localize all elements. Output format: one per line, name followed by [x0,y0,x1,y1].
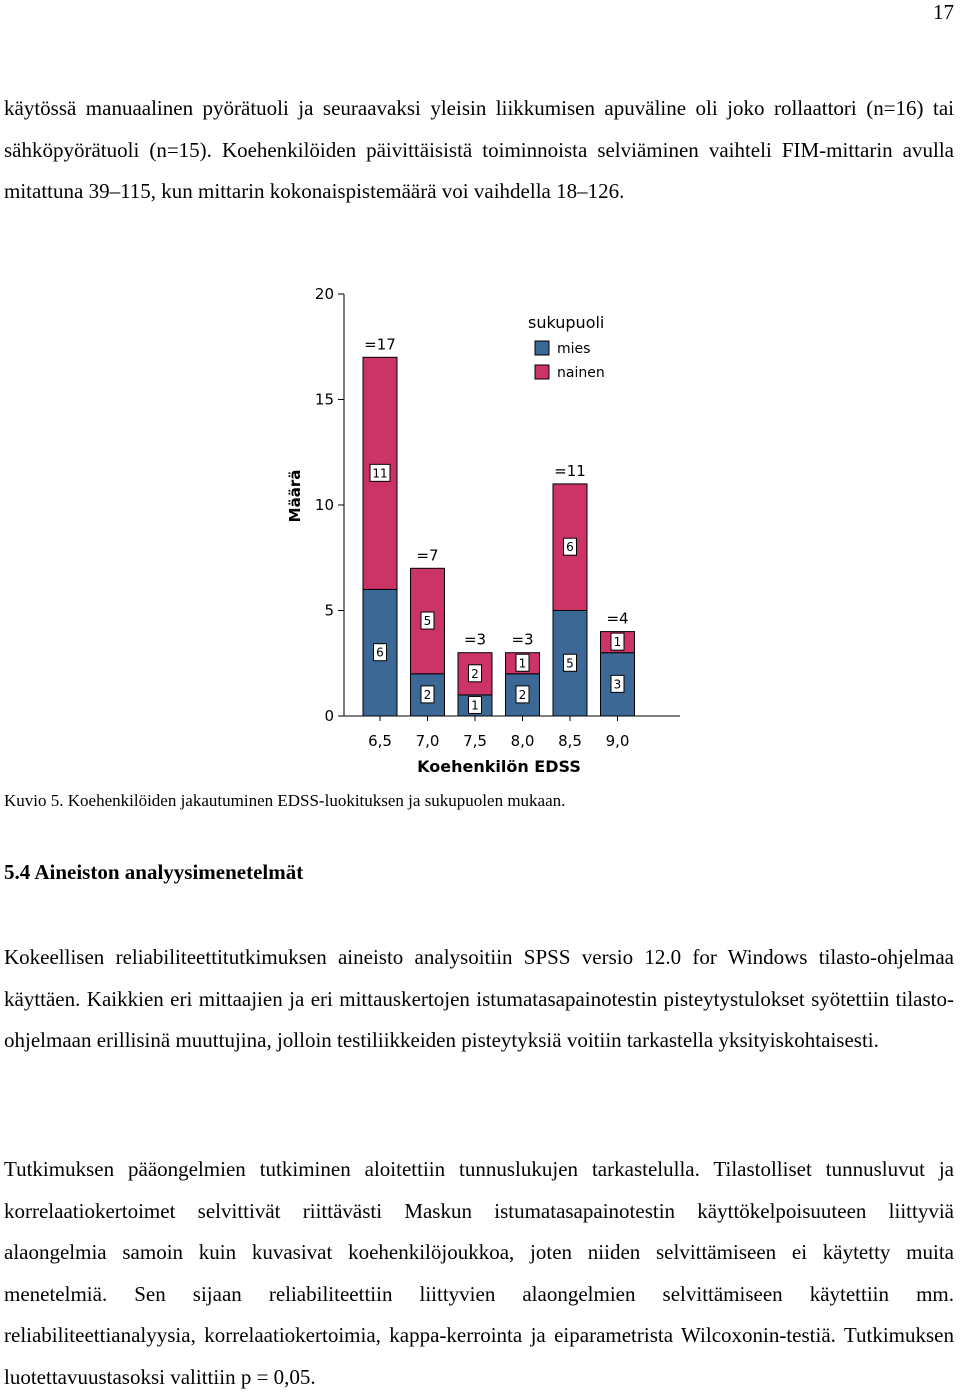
data-label-nainen-5: 1 [613,635,622,650]
data-label-nainen-3: 1 [518,656,527,671]
legend-label-mies: mies [557,341,591,357]
legend-swatch-nainen [535,365,549,379]
x-tick-label-5: 9,0 [605,732,630,750]
data-label-mies-3: 2 [518,687,527,702]
x-tick-label-2: 7,5 [463,732,487,750]
total-label-5: =4 [606,609,629,628]
figure-caption: Kuvio 5. Koehenkilöiden jakautuminen EDSS-luokituksen ja sukupuolen mukaan. [4,791,566,810]
y-axis-label: Määrä [286,469,304,523]
x-tick-label-4: 8,5 [558,732,582,750]
x-axis-label: Koehenkilön EDSS [417,757,581,776]
legend-label-nainen: nainen [557,365,605,381]
paragraph-1: käytössä manuaalinen pyörätuoli ja seuraavaksi yleisin liikkumisen apuväline oli joko rollaattori (n=16) tai sähköpyörätuoli (n=15). Koehenkilöiden päivittäisistä toiminnoista selviäminen vaihteli FIM-mittarin avulla mitattuna 39–115, kun mittarin kokonaispistemäärä voi vaihdella 18–126. [4,96,954,203]
data-label-mies-1: 2 [423,687,432,702]
data-label-mies-4: 5 [566,656,574,671]
data-label-nainen-0: 11 [372,466,388,481]
y-tick-label: 15 [314,390,334,409]
total-label-0: =17 [364,335,396,354]
total-label-2: =3 [463,630,487,649]
edss-gender-chart [272,272,682,782]
data-label-nainen-4: 6 [566,540,574,555]
x-tick-label-3: 8,0 [510,732,535,750]
data-label-nainen-2: 2 [471,666,479,681]
data-label-mies-5: 3 [613,677,622,692]
paragraph-3: Tutkimuksen pääongelmien tutkiminen aloitettiin tunnuslukujen tarkastelulla. Tilastolliset tunnusluvut ja korrelaatiokertoimet selvittivät riittävästi Maskun istumatasapainotestin käyttökelpoisuuteen liittyviä alaongelmia samoin kuin kuvasivat koehenkilöjoukkoa, joten niiden selvittämiseen ei käytetty muita menetelmiä. Sen sijaan reliabiliteettiin liittyvien alaongelmien selvittämiseen käytettiin mm. reliabiliteettianalyysia, korrelaatiokertoimia, kappa-kerrointa ja eiparametrista Wilcoxonin-testiä. Tutkimuksen luotettavuustasoksi valittiin p = 0,05. [4,1157,954,1389]
data-label-mies-2: 1 [471,698,479,713]
page-number: 17 [933,0,954,24]
total-label-1: =7 [416,546,439,565]
legend-swatch-mies [535,341,549,355]
total-label-3: =3 [511,630,534,649]
y-tick-label: 20 [314,285,334,303]
y-tick-label: 5 [324,601,334,620]
paragraph-2: Kokeellisen reliabiliteettitutkimuksen aineisto analysoitiin SPSS versio 12.0 for Windows tilasto-ohjelmaa käyttäen. Kaikkien eri mittaajien ja eri mittauskertojen istumatasapainotestin pisteytystulokset syötettiin tilasto-ohjelmaan erillisinä muuttujina, jolloin testiliikkeiden pisteytyksiä voitiin tarkastella yksityiskohtaisesti. [4,945,954,1052]
legend-title: sukupuoli [528,313,605,332]
total-label-4: =11 [554,461,586,480]
data-label-mies-0: 6 [376,645,384,660]
x-tick-label-1: 7,0 [415,732,440,750]
section-heading: 5.4 Aineiston analyysimenetelmät [4,860,304,884]
x-tick-label-0: 6,5 [368,732,392,750]
y-tick-label: 0 [324,707,334,725]
data-label-nainen-1: 5 [423,614,432,629]
y-tick-label: 10 [314,496,334,514]
